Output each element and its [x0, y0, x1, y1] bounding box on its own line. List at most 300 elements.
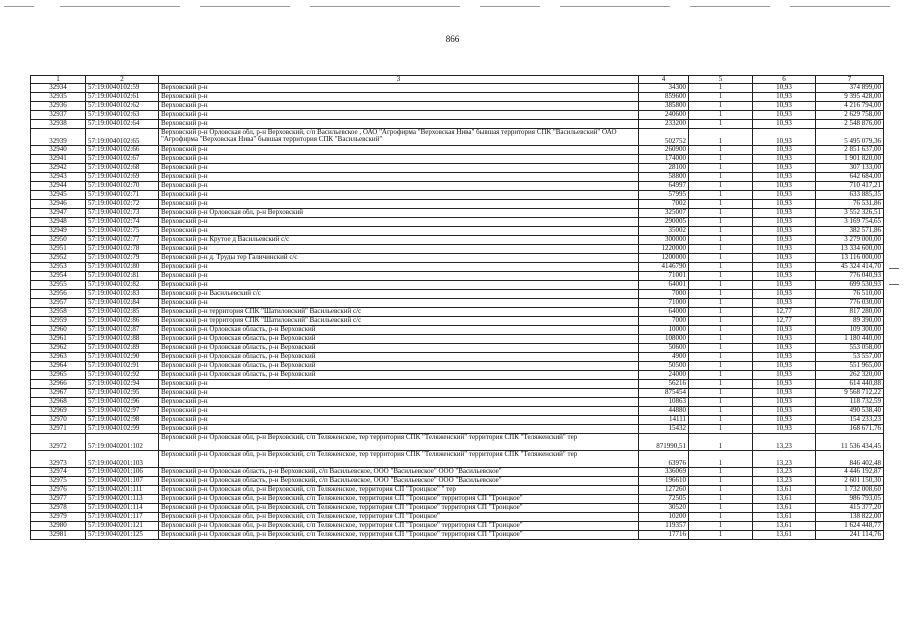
row-number: 32953: [31, 263, 86, 272]
cadastral-number: 57:19:0040201:103: [86, 451, 159, 468]
table-row: [31, 84, 884, 93]
cadastral-number: 57:19:0040102:62: [86, 102, 159, 111]
cost-value: 710 417,21: [816, 182, 884, 191]
rate-value: 10,93: [753, 290, 816, 299]
area-value: 502752: [639, 129, 689, 146]
row-number: 32947: [31, 209, 86, 218]
cadastral-number: 57:19:0040102:86: [86, 317, 159, 326]
rate-value: 10,93: [753, 102, 816, 111]
rate-value: 10,93: [753, 254, 816, 263]
table-row: [31, 398, 884, 407]
cadastral-number: 57:19:0040102:67: [86, 155, 159, 164]
row-number: 32978: [31, 504, 86, 513]
cost-value: 9 568 712,22: [816, 389, 884, 398]
column-header: 4: [639, 76, 689, 84]
cadastral-number: 57:19:0040102:65: [86, 129, 159, 146]
area-value: 14111: [639, 416, 689, 425]
row-number: 32956: [31, 290, 86, 299]
table-row: [31, 111, 884, 120]
table-row: [31, 308, 884, 317]
rate-value: 10,93: [753, 120, 816, 129]
count-value: 1: [689, 84, 753, 93]
cost-value: 553 058,00: [816, 344, 884, 353]
rate-value: 13,23: [753, 477, 816, 486]
location-description: Верховский р-н: [159, 164, 639, 173]
cadastral-number: 57:19:0040201:125: [86, 531, 159, 540]
cost-value: 168 671,76: [816, 425, 884, 434]
area-value: 57995: [639, 191, 689, 200]
table-row: [31, 272, 884, 281]
area-value: 4146790: [639, 263, 689, 272]
cadastral-number: 57:19:0040102:85: [86, 308, 159, 317]
rate-value: 10,93: [753, 218, 816, 227]
row-number: 32939: [31, 129, 86, 146]
area-value: 385800: [639, 102, 689, 111]
cadastral-number: 57:19:0040201:117: [86, 513, 159, 522]
area-value: 4900: [639, 353, 689, 362]
cadastral-number: 57:19:0040102:96: [86, 398, 159, 407]
row-number: 32966: [31, 380, 86, 389]
area-value: 64001: [639, 281, 689, 290]
cadastral-number: 57:19:0040102:75: [86, 227, 159, 236]
table-row: [31, 173, 884, 182]
location-description: Верховский р-н Орловская обл, р-н Верховский: [159, 209, 639, 218]
row-number: 32945: [31, 191, 86, 200]
cost-value: 307 133,00: [816, 164, 884, 173]
location-description: Верховский р-н Крутое д Васильевский с/с: [159, 236, 639, 245]
rate-value: 10,93: [753, 272, 816, 281]
rate-value: 13,61: [753, 522, 816, 531]
location-description: Верховский р-н: [159, 182, 639, 191]
count-value: 1: [689, 191, 753, 200]
cost-value: 490 538,40: [816, 407, 884, 416]
area-value: 10200: [639, 513, 689, 522]
table-row: [31, 495, 884, 504]
location-description: Верховский р-н Орловская область, р-н Верховский: [159, 344, 639, 353]
table-row: [31, 93, 884, 102]
count-value: 1: [689, 308, 753, 317]
rate-value: 10,93: [753, 263, 816, 272]
table-row: [31, 425, 884, 434]
count-value: 1: [689, 486, 753, 495]
cost-value: 642 684,00: [816, 173, 884, 182]
location-description: Верховский р-н: [159, 416, 639, 425]
cost-value: 415 377,20: [816, 504, 884, 513]
area-value: 174000: [639, 155, 689, 164]
location-description: Верховский р-н: [159, 299, 639, 308]
rate-value: 13,23: [753, 468, 816, 477]
location-description: Верховский р-н: [159, 227, 639, 236]
rate-value: 10,93: [753, 245, 816, 254]
column-header: 5: [689, 76, 753, 84]
row-number: 32940: [31, 146, 86, 155]
rate-value: 10,93: [753, 299, 816, 308]
cost-value: 614 440,88: [816, 380, 884, 389]
scan-artifact-top: [0, 0, 905, 14]
area-value: 233200: [639, 120, 689, 129]
cost-value: 118 732,59: [816, 398, 884, 407]
row-number: 32942: [31, 164, 86, 173]
cadastral-number: 57:19:0040201:107: [86, 477, 159, 486]
area-value: 56216: [639, 380, 689, 389]
count-value: 1: [689, 362, 753, 371]
rate-value: 13,61: [753, 504, 816, 513]
table-row: [31, 182, 884, 191]
column-header: 7: [816, 76, 884, 84]
rate-value: 13,23: [753, 451, 816, 468]
column-header: 6: [753, 76, 816, 84]
row-number: 32944: [31, 182, 86, 191]
table-row: [31, 120, 884, 129]
location-description: Верховский р-н Орловская область, р-н Верховский: [159, 353, 639, 362]
cost-value: 76 510,00: [816, 290, 884, 299]
area-value: 871990,51: [639, 434, 689, 451]
table-row: [31, 434, 884, 451]
cadastral-number: 57:19:0040102:82: [86, 281, 159, 290]
area-value: 63976: [639, 451, 689, 468]
area-value: 10863: [639, 398, 689, 407]
row-number: 32980: [31, 522, 86, 531]
rate-value: 13,61: [753, 531, 816, 540]
rate-value: 10,93: [753, 146, 816, 155]
count-value: 1: [689, 416, 753, 425]
count-value: 1: [689, 335, 753, 344]
rate-value: 13,23: [753, 434, 816, 451]
area-value: 300000: [639, 236, 689, 245]
area-value: 10000: [639, 326, 689, 335]
cost-value: 551 965,00: [816, 362, 884, 371]
table-row: [31, 335, 884, 344]
cadastral-number: 57:19:0040102:71: [86, 191, 159, 200]
row-number: 32970: [31, 416, 86, 425]
count-value: 1: [689, 120, 753, 129]
rate-value: 12,77: [753, 317, 816, 326]
rate-value: 10,93: [753, 398, 816, 407]
table-row: [31, 326, 884, 335]
rate-value: 10,93: [753, 182, 816, 191]
count-value: 1: [689, 434, 753, 451]
area-value: 71000: [639, 299, 689, 308]
area-value: 1220000: [639, 245, 689, 254]
table-row: [31, 477, 884, 486]
location-description: Верховский р-н Орловская обл, р-н Верховский, с/п Теляженское, территория СП "Троицкое": [159, 513, 639, 522]
area-value: 127260: [639, 486, 689, 495]
table-row: [31, 353, 884, 362]
cadastral-number: 57:19:0040102:73: [86, 209, 159, 218]
count-value: 1: [689, 146, 753, 155]
cadastral-number: 57:19:0040102:77: [86, 236, 159, 245]
column-header: 1: [31, 76, 86, 84]
row-number: 32961: [31, 335, 86, 344]
column-header: 3: [159, 76, 639, 84]
area-value: 336069: [639, 468, 689, 477]
cadastral-number: 57:19:0040201:121: [86, 522, 159, 531]
area-value: 290005: [639, 218, 689, 227]
cost-value: 76 531,86: [816, 200, 884, 209]
count-value: 1: [689, 182, 753, 191]
cadastral-number: 57:19:0040201:114: [86, 504, 159, 513]
table-row: [31, 146, 884, 155]
table-row: [31, 371, 884, 380]
area-value: 50600: [639, 344, 689, 353]
cadastral-number: 57:19:0040102:90: [86, 353, 159, 362]
count-value: 1: [689, 290, 753, 299]
area-value: 34300: [639, 84, 689, 93]
count-value: 1: [689, 209, 753, 218]
cost-value: 9 395 428,00: [816, 93, 884, 102]
location-description: Верховский р-н Орловская обл, р-н Верховский, с/п Васильевское , ОАО "Агрофирма "Верховская Нива" бывшая территория СПК "Васильевский" ОАО "Агрофирма "Верховская Нива" бывшая территория СПК "Васильевский": [159, 129, 639, 146]
cadastral-number: 57:19:0040102:59: [86, 84, 159, 93]
rate-value: 10,93: [753, 344, 816, 353]
location-description: Верховский р-н: [159, 155, 639, 164]
cost-value: 4 446 192,87: [816, 468, 884, 477]
cost-value: 2 851 637,00: [816, 146, 884, 155]
row-number: 32957: [31, 299, 86, 308]
cost-value: 3 279 000,00: [816, 236, 884, 245]
table-row: [31, 209, 884, 218]
table-row: [31, 129, 884, 146]
row-number: 32955: [31, 281, 86, 290]
cost-value: 1 732 008,60: [816, 486, 884, 495]
cost-value: 109 300,00: [816, 326, 884, 335]
area-value: 260900: [639, 146, 689, 155]
rate-value: 10,93: [753, 362, 816, 371]
row-number: 32951: [31, 245, 86, 254]
area-value: 17716: [639, 531, 689, 540]
location-description: Верховский р-н: [159, 84, 639, 93]
cost-value: 154 233,23: [816, 416, 884, 425]
count-value: 1: [689, 344, 753, 353]
cadastral-number: 57:19:0040201:111: [86, 486, 159, 495]
count-value: 1: [689, 522, 753, 531]
row-number: 32941: [31, 155, 86, 164]
location-description: Верховский р-н: [159, 398, 639, 407]
location-description: Верховский р-н Орловская область, р-н Верховский, с/п Васильевское, ООО "Васильевское" ООО "Васильевское": [159, 468, 639, 477]
cadastral-number: 57:19:0040102:74: [86, 218, 159, 227]
row-number: 32960: [31, 326, 86, 335]
table-row: [31, 451, 884, 468]
location-description: Верховский р-н: [159, 146, 639, 155]
cost-value: 776 030,00: [816, 299, 884, 308]
location-description: Верховский р-н территория СПК "Шатиловский" Васильевский с/с: [159, 317, 639, 326]
table-row: [31, 531, 884, 540]
count-value: 1: [689, 245, 753, 254]
edge-mark: [889, 268, 899, 269]
area-value: 108000: [639, 335, 689, 344]
row-number: 32976: [31, 486, 86, 495]
table-row: [31, 245, 884, 254]
location-description: Верховский р-н Орловская область, р-н Верховский: [159, 326, 639, 335]
location-description: Верховский р-н Орловская область, р-н Верховский: [159, 335, 639, 344]
location-description: Верховский р-н: [159, 407, 639, 416]
cadastral-number: 57:19:0040102:95: [86, 389, 159, 398]
location-description: Верховский р-н: [159, 263, 639, 272]
cost-value: 2 629 758,00: [816, 111, 884, 120]
count-value: 1: [689, 164, 753, 173]
row-number: 32981: [31, 531, 86, 540]
rate-value: 10,93: [753, 93, 816, 102]
row-number: 32935: [31, 93, 86, 102]
table-row: [31, 200, 884, 209]
cadastral-number: 57:19:0040102:66: [86, 146, 159, 155]
area-value: 24000: [639, 371, 689, 380]
rate-value: 10,93: [753, 236, 816, 245]
row-number: 32950: [31, 236, 86, 245]
count-value: 1: [689, 317, 753, 326]
rate-value: 13,61: [753, 495, 816, 504]
rate-value: 10,93: [753, 129, 816, 146]
count-value: 1: [689, 451, 753, 468]
location-description: Верховский р-н Орловская область, р-н Верховский, с/п Васильевское, ООО "Васильевское" ООО "Васильевское": [159, 477, 639, 486]
cost-value: 1 180 440,00: [816, 335, 884, 344]
cadastral-number: 57:19:0040102:68: [86, 164, 159, 173]
area-value: 7002: [639, 200, 689, 209]
area-value: 58800: [639, 173, 689, 182]
cadastral-number: 57:19:0040201:113: [86, 495, 159, 504]
area-value: 50500: [639, 362, 689, 371]
cadastral-number: 57:19:0040201:106: [86, 468, 159, 477]
row-number: 32937: [31, 111, 86, 120]
rate-value: 10,93: [753, 209, 816, 218]
row-number: 32975: [31, 477, 86, 486]
count-value: 1: [689, 218, 753, 227]
row-number: 32977: [31, 495, 86, 504]
location-description: Верховский р-н: [159, 425, 639, 434]
location-description: Верховский р-н: [159, 272, 639, 281]
row-number: 32967: [31, 389, 86, 398]
row-number: 32948: [31, 218, 86, 227]
cost-value: 2 601 150,30: [816, 477, 884, 486]
rate-value: 10,93: [753, 380, 816, 389]
table-row: [31, 486, 884, 495]
row-number: 32965: [31, 371, 86, 380]
cadastral-number: 57:19:0040102:97: [86, 407, 159, 416]
count-value: 1: [689, 326, 753, 335]
area-value: 30520: [639, 504, 689, 513]
cost-value: 45 324 414,70: [816, 263, 884, 272]
count-value: 1: [689, 531, 753, 540]
table-row: [31, 254, 884, 263]
rate-value: 13,61: [753, 486, 816, 495]
table-row: [31, 522, 884, 531]
cadastral-number: 57:19:0040102:94: [86, 380, 159, 389]
row-number: 32971: [31, 425, 86, 434]
table-row: [31, 416, 884, 425]
cadastral-number: 57:19:0040102:78: [86, 245, 159, 254]
rate-value: 10,93: [753, 227, 816, 236]
location-description: Верховский р-н Орловская область, р-н Верховский: [159, 362, 639, 371]
location-description: Верховский р-н Орловская обл, р-н Верховский, с/п Теляженское, территория СП "Троицкое" " тер: [159, 486, 639, 495]
rate-value: 10,93: [753, 407, 816, 416]
rate-value: 10,93: [753, 326, 816, 335]
rate-value: 10,93: [753, 425, 816, 434]
location-description: Верховский р-н: [159, 93, 639, 102]
count-value: 1: [689, 263, 753, 272]
count-value: 1: [689, 155, 753, 164]
cost-value: 1 624 448,77: [816, 522, 884, 531]
table-row: [31, 513, 884, 522]
area-value: 44880: [639, 407, 689, 416]
cadastral-number: 57:19:0040102:69: [86, 173, 159, 182]
count-value: 1: [689, 504, 753, 513]
rate-value: 10,93: [753, 281, 816, 290]
location-description: Верховский р-н: [159, 389, 639, 398]
cost-value: 817 280,00: [816, 308, 884, 317]
table-row: [31, 389, 884, 398]
cost-value: 13 116 000,00: [816, 254, 884, 263]
table-row: [31, 299, 884, 308]
location-description: Верховский р-н Орловская обл, р-н Верховский, с/п Теляженское, территория СП "Троицкое" территория СП "Троицкое": [159, 504, 639, 513]
location-description: Верховский р-н Орловская область, р-н Верховский: [159, 371, 639, 380]
table-header-row: [31, 76, 884, 84]
table-row: [31, 281, 884, 290]
cadastral-number: 57:19:0040102:91: [86, 362, 159, 371]
count-value: 1: [689, 353, 753, 362]
row-number: 32979: [31, 513, 86, 522]
location-description: Верховский р-н Орловская обл, р-н Верховский, с/п Теляженское, территория СП "Троицкое" территория СП "Троицкое": [159, 495, 639, 504]
cost-value: 138 822,00: [816, 513, 884, 522]
area-value: 28100: [639, 164, 689, 173]
location-description: Верховский р-н территория СПК "Шатиловский" Васильевский с/с: [159, 308, 639, 317]
row-number: 32958: [31, 308, 86, 317]
cost-value: 382 571,86: [816, 227, 884, 236]
column-header: 2: [86, 76, 159, 84]
rate-value: 10,93: [753, 335, 816, 344]
cost-value: 4 216 794,00: [816, 102, 884, 111]
table-row: [31, 362, 884, 371]
row-number: 32959: [31, 317, 86, 326]
count-value: 1: [689, 200, 753, 209]
table-row: [31, 227, 884, 236]
land-registry-table: [30, 75, 884, 540]
row-number: 32964: [31, 362, 86, 371]
cadastral-number: 57:19:0040102:88: [86, 335, 159, 344]
row-number: 32936: [31, 102, 86, 111]
cost-value: 1 901 820,00: [816, 155, 884, 164]
area-value: 325007: [639, 209, 689, 218]
location-description: Верховский р-н: [159, 281, 639, 290]
row-number: 32969: [31, 407, 86, 416]
count-value: 1: [689, 495, 753, 504]
area-value: 119357: [639, 522, 689, 531]
location-description: Верховский р-н: [159, 218, 639, 227]
table-row: [31, 468, 884, 477]
count-value: 1: [689, 129, 753, 146]
rate-value: 10,93: [753, 389, 816, 398]
area-value: 71001: [639, 272, 689, 281]
cadastral-number: 57:19:0040102:87: [86, 326, 159, 335]
cadastral-number: 57:19:0040102:63: [86, 111, 159, 120]
location-description: Верховский р-н: [159, 191, 639, 200]
row-number: 32943: [31, 173, 86, 182]
row-number: 32949: [31, 227, 86, 236]
rate-value: 13,61: [753, 513, 816, 522]
area-value: 35002: [639, 227, 689, 236]
area-value: 240600: [639, 111, 689, 120]
rate-value: 12,77: [753, 308, 816, 317]
cadastral-number: 57:19:0040102:92: [86, 371, 159, 380]
count-value: 1: [689, 380, 753, 389]
cadastral-number: 57:19:0040102:83: [86, 290, 159, 299]
row-number: 32963: [31, 353, 86, 362]
cost-value: 633 885,35: [816, 191, 884, 200]
table-row: [31, 504, 884, 513]
location-description: Верховский р-н Орловская обл, р-н Верховский, с/п Теляженское, территория СП "Троицкое" территория СП "Троицкое": [159, 522, 639, 531]
cadastral-number: 57:19:0040102:79: [86, 254, 159, 263]
count-value: 1: [689, 111, 753, 120]
table-body: [31, 76, 884, 540]
rate-value: 10,93: [753, 84, 816, 93]
